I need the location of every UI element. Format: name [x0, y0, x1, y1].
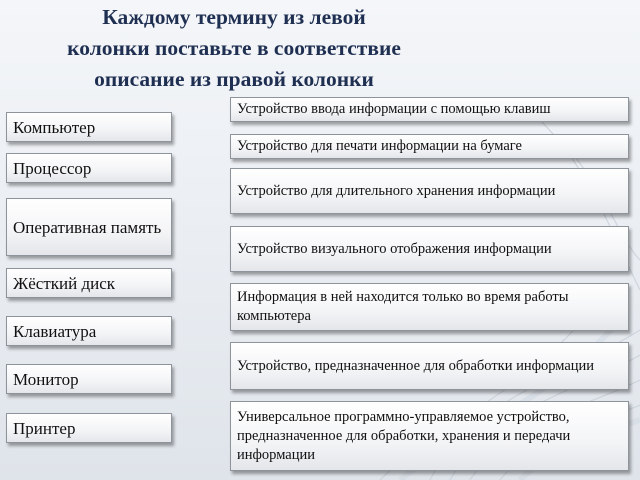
description-box-processing[interactable]: [230, 342, 629, 390]
description-text: Универсальное программно-управляемое устройство, предназначенное для обработки, хранения и передачи информации: [237, 408, 571, 463]
term-box-hard-disk[interactable]: [6, 268, 172, 298]
title-line: описание из правой колонки: [94, 67, 374, 91]
description-text: Устройство ввода информации с помощью клавиш: [237, 101, 551, 117]
term-box-computer[interactable]: [6, 112, 172, 142]
term-label: Оперативная память: [13, 217, 162, 237]
term-label: Компьютер: [13, 117, 96, 137]
title-line: колонки поставьте в соответствие: [67, 36, 401, 60]
term-box-processor[interactable]: [6, 153, 172, 183]
description-text: Устройство визуального отображения информации: [237, 240, 552, 257]
term-label: Принтер: [13, 418, 76, 438]
description-box-visual-display[interactable]: [230, 226, 629, 272]
description-box-long-term-storage[interactable]: [230, 168, 629, 214]
description-box-temporary-memory[interactable]: [230, 283, 629, 331]
term-label: Монитор: [13, 369, 79, 389]
term-box-ram[interactable]: [6, 198, 172, 256]
term-label: Процессор: [13, 158, 92, 178]
description-text: Устройство, предназначенное для обработки информации: [237, 357, 595, 374]
description-box-universal-device[interactable]: [230, 401, 629, 471]
title-line: Каждому термину из левой: [102, 5, 366, 29]
description-text: Информация в ней находится только во время работы компьютера: [237, 289, 569, 324]
description-text: Устройство для длительного хранения информации: [237, 182, 556, 199]
term-box-monitor[interactable]: [6, 364, 172, 394]
term-label: Клавиатура: [13, 321, 97, 341]
term-label: Жёсткий диск: [13, 273, 116, 293]
term-box-keyboard[interactable]: [6, 316, 172, 346]
description-text: Устройство для печати информации на бумаге: [237, 138, 522, 154]
term-box-printer[interactable]: [6, 413, 172, 443]
page-title: [0, 2, 468, 95]
description-box-input-keys[interactable]: [230, 97, 629, 122]
description-box-printing[interactable]: [230, 134, 629, 159]
